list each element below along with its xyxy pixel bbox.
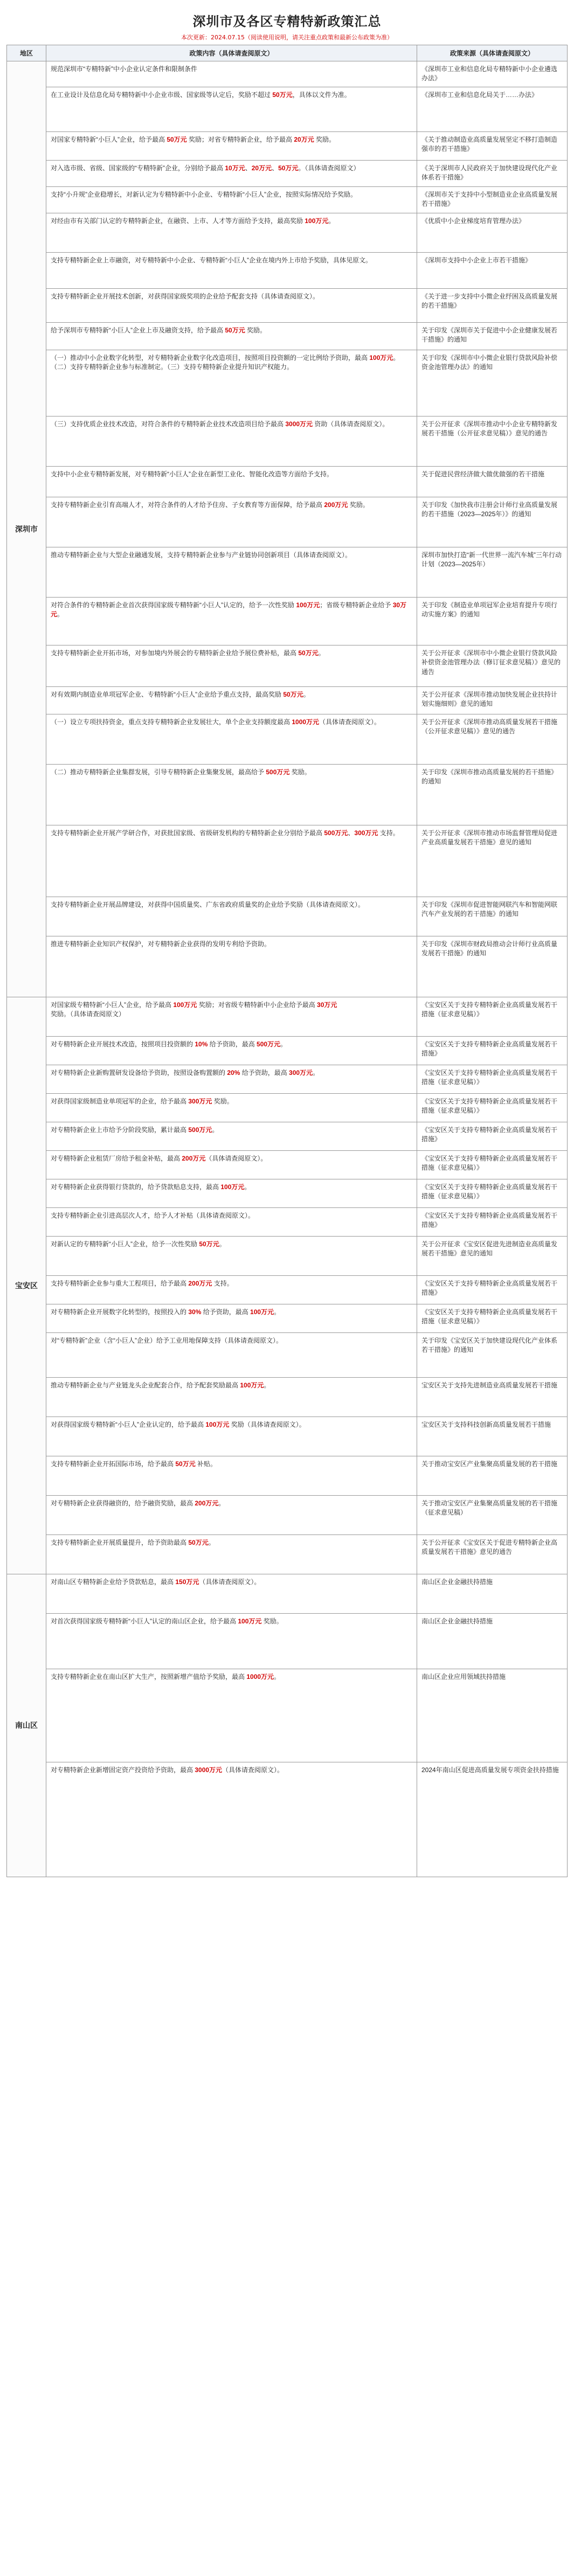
table-row	[7, 213, 568, 252]
amount-highlight: 300万元	[188, 1097, 212, 1105]
policy-content-cell: 支持专精特新企业参与重大工程项目，给予最高 200万元 支持。	[46, 1275, 417, 1304]
amount-highlight: 10%	[195, 1040, 208, 1048]
amount-highlight: 30万元	[317, 1001, 337, 1009]
policy-source-cell: 南山区企业金融扶持措施	[417, 1613, 568, 1669]
table-row	[7, 416, 568, 466]
policy-source-cell: 关于公开征求《深圳市推动市场监督管理局促进产业高质量发展若干措施》意见的通知	[417, 825, 568, 897]
amount-highlight: 100万元	[205, 1420, 230, 1428]
amount-highlight: 500万元	[266, 768, 290, 776]
policy-content-cell: 对南山区专精特新企业给予贷款贴息，最高 150万元（具体请查阅原文）。	[46, 1574, 417, 1613]
amount-highlight: 300万元	[289, 1068, 313, 1077]
table-row	[7, 1304, 568, 1332]
policy-source-cell: 关于公开征求《深圳市推动中小企业专精特新发展若干措施（公开征求意见稿）》意见的通告	[417, 416, 568, 466]
policy-content-cell: 支持专精特新企业在南山区扩大生产，按照新增产值给予奖励，最高 1000万元。	[46, 1669, 417, 1762]
amount-highlight: 50万元	[225, 326, 245, 334]
table-row	[7, 288, 568, 322]
table-row	[7, 160, 568, 186]
amount-highlight: 150万元	[175, 1578, 199, 1586]
table-header-row	[7, 45, 568, 61]
table-row	[7, 1762, 568, 1877]
table-row	[7, 764, 568, 825]
amount-highlight: 30万元	[51, 601, 407, 619]
policy-content-cell: （三）支持优质企业技术改造，对符合条件的专精特新企业技术改造项目给予最高 3000万元 资助（具体请查阅原文）。	[46, 416, 417, 466]
amount-highlight: 50万元	[199, 1240, 219, 1248]
policy-content-cell: 对国家专精特新“小巨人”企业，给予最高 50万元 奖励；对省专精特新企业，给予最高 20万元 奖励。	[46, 131, 417, 160]
amount-highlight: 500万元	[324, 829, 348, 837]
policy-content-cell: 支持专精特新企业开展产学研合作，对获批国家级、省级研发机构的专精特新企业分别给予最高 500万元、300万元 支持。	[46, 825, 417, 897]
policy-content-cell: 对新认定的专精特新“小巨人”企业，给予一次性奖励 50万元。	[46, 1236, 417, 1275]
table-row	[7, 252, 568, 288]
policy-content-cell: 对专精特新企业获得融资的，给予融资奖励，最高 200万元。	[46, 1495, 417, 1535]
policy-content-cell: 支持专精特新企业开展技术创新，对获得国家级奖项的企业给予配套支持（具体请查阅原文）。	[46, 288, 417, 322]
policy-content-cell: 对入选市级、省级、国家级的“专精特新”企业，分别给予最高 10万元、20万元、50万元。（具体请查阅原文）	[46, 160, 417, 186]
amount-highlight: 200万元	[195, 1499, 219, 1507]
amount-highlight: 50万元	[298, 649, 319, 657]
policy-source-cell: 《宝安区关于支持专精特新企业高质量发展若干措施》	[417, 1207, 568, 1236]
table-row	[7, 1535, 568, 1574]
policy-content-cell: 支持专精特新企业开拓国际市场，给予最高 50万元 补贴。	[46, 1456, 417, 1495]
policy-source-cell: 《宝安区关于支持专精特新企业高质量发展若干措施（征求意见稿）》	[417, 1065, 568, 1093]
table-row	[7, 1065, 568, 1093]
amount-highlight: 500万元	[257, 1040, 281, 1048]
area-cell: 宝安区	[7, 997, 46, 1574]
table-row	[7, 645, 568, 686]
policy-source-cell: 关于推动宝安区产业集聚高质量发展的若干措施	[417, 1456, 568, 1495]
policy-source-cell: 《宝安区关于支持专精特新企业高质量发展若干措施（征求意见稿）》	[417, 1150, 568, 1179]
policy-source-cell: 《宝安区关于支持专精特新企业高质量发展若干措施（征求意见稿）》	[417, 1093, 568, 1122]
amount-highlight: 50万元	[283, 690, 303, 698]
policy-content-cell: 推动专精特新企业与产业链龙头企业配套合作，给予配套奖励最高 100万元。	[46, 1377, 417, 1417]
policy-content-cell: 支持专精特新企业开拓市场，对参加境内外展会的专精特新企业给予展位费补贴，最高 50万元。	[46, 645, 417, 686]
amount-highlight: 50万元	[278, 164, 299, 172]
table-row	[7, 1574, 568, 1613]
table-row	[7, 1275, 568, 1304]
policy-source-cell: 关于印发《深圳市推动高质量发展的若干措施》的通知	[417, 764, 568, 825]
policy-source-cell: 深圳市加快打造“新一代世界一流汽车城”三年行动计划（2023—2025年）	[417, 547, 568, 597]
table-row	[7, 497, 568, 547]
table-row	[7, 825, 568, 897]
policy-content-cell: 支持专精特新企业引育高端人才，对符合条件的人才给予住房、子女教育等方面保障，给予最高 200万元 奖励。	[46, 497, 417, 547]
policy-content-cell: 在工业设计及信息化局专精特新中小企业市级、国家级等认定后，奖励不超过 50万元，具体以文件为准。	[46, 87, 417, 131]
policy-source-cell: 关于印发《深圳市中小微企业银行贷款风险补偿资金池管理办法》的通知	[417, 350, 568, 416]
table-row	[7, 1456, 568, 1495]
column-header-content: 政策内容（具体请查阅原文）	[46, 45, 417, 61]
table-row	[7, 87, 568, 131]
table-row	[7, 1417, 568, 1456]
table-row	[7, 1669, 568, 1762]
amount-highlight: 1000万元	[292, 718, 320, 726]
policy-content-cell: 对专精特新企业租赁厂房给予租金补贴，最高 200万元（具体请查阅原文）。	[46, 1150, 417, 1179]
policy-source-cell: 《宝安区关于支持专精特新企业高质量发展若干措施》	[417, 1122, 568, 1150]
policy-content-cell: 对“专精特新”企业（含“小巨人”企业）给予工业用地保障支持（具体请查阅原文）。	[46, 1332, 417, 1377]
table-row	[7, 1207, 568, 1236]
area-cell: 深圳市	[7, 61, 46, 997]
policy-content-cell: （一）推动中小企业数字化转型，对专精特新企业数字化改造项目，按照项目投资额的一定比例给予资助，最高 100万元。（二）支持专精特新企业参与标准制定。（三）支持专精特新企业提升知识产权能力。	[46, 350, 417, 416]
policy-source-cell: 关于印发《深圳市关于促进中小企业健康发展若干措施》的通知	[417, 322, 568, 350]
amount-highlight: 50万元	[175, 1460, 196, 1468]
policy-source-cell: 关于印发《加快我市注册会计师行业高质量发展的若干措施（2023—2025年）》的通知	[417, 497, 568, 547]
policy-source-cell: 《深圳市工业和信息化局关于……办法》	[417, 87, 568, 131]
amount-highlight: 100万元	[238, 1617, 262, 1625]
table-body	[7, 61, 568, 1877]
amount-highlight: 300万元	[354, 829, 378, 837]
amount-highlight: 100万元	[369, 353, 393, 362]
update-note: 本次更新：2024.07.15（阅读使用说明，请关注重点政策和最新公布政策为准）	[181, 34, 393, 41]
page-title: 深圳市及各区专精特新政策汇总	[192, 15, 382, 29]
amount-highlight: 100万元	[250, 1308, 274, 1316]
amount-highlight: 20%	[227, 1068, 240, 1077]
table-row	[7, 997, 568, 1036]
policy-content-cell: 支持“小升规”企业稳增长，对新认定为专精特新中小企业、专精特新“小巨人”企业，按照实际情况给予奖励。	[46, 186, 417, 213]
amount-highlight: 100万元	[173, 1001, 197, 1009]
policy-content-cell: （二）推动专精特新企业集群发展，引导专精特新企业集聚发展，最高给予 500万元 奖励。	[46, 764, 417, 825]
policy-source-cell: 《关于深圳市人民政府关于加快建设现代化产业体系若干措施》	[417, 160, 568, 186]
amount-highlight: 10万元	[225, 164, 245, 172]
policy-content-cell: 支持中小企业专精特新发展，对专精特新“小巨人”企业在新型工业化、智能化改造等方面给予支持。	[46, 466, 417, 497]
policy-content-cell: 推动专精特新企业与大型企业融通发展，支持专精特新企业参与产业链协同创新项目（具体请查阅原文）。	[46, 547, 417, 597]
policy-content-cell: （一）设立专项扶持资金，重点支持专精特新企业发展壮大，单个企业支持额度最高 1000万元（具体请查阅原文）。	[46, 714, 417, 764]
policy-content-cell: 对专精特新企业上市给予分阶段奖励，累计最高 500万元。	[46, 1122, 417, 1150]
amount-highlight: 50万元	[188, 1538, 209, 1546]
policy-source-cell: 《宝安区关于支持专精特新企业高质量发展若干措施（征求意见稿）》	[417, 1304, 568, 1332]
table-row	[7, 897, 568, 936]
policy-source-cell: 关于公开征求《深圳市推动加快发展企业扶持计划实施细则》意见的通知	[417, 686, 568, 714]
policy-content-cell: 支持专精特新企业开展品牌建设，对获得中国质量奖、广东省政府质量奖的企业给予奖励（具体请查阅原文）。	[46, 897, 417, 936]
policy-content-cell: 对专精特新企业获得银行贷款的，给予贷款贴息支持，最高 100万元。	[46, 1179, 417, 1207]
table-row	[7, 1613, 568, 1669]
amount-highlight: 100万元	[220, 1183, 245, 1191]
policy-content-cell: 对专精特新企业新购置研发设备给予资助，按照设备购置额的 20% 给予资助，最高 300万元。	[46, 1065, 417, 1093]
policy-content-cell: 对专精特新企业开展数字化转型的，按照投入的 30% 给予资助，最高 100万元。	[46, 1304, 417, 1332]
table-row	[7, 714, 568, 764]
policy-source-cell: 《宝安区关于支持专精特新企业高质量发展若干措施》	[417, 1275, 568, 1304]
policy-content-cell: 对符合条件的专精特新企业首次获得国家级专精特新“小巨人”认定的，给予一次性奖励 100万元；省级专精特新企业给予 30万元。	[46, 597, 417, 645]
amount-highlight: 200万元	[182, 1154, 206, 1162]
policy-source-cell: 关于公开征求《宝安区促进先进制造业高质量发展若干措施》意见的通知	[417, 1236, 568, 1275]
policy-source-cell: 《深圳市工业和信息化局专精特新中小企业遴选办法》	[417, 61, 568, 87]
policy-source-cell: 关于促进民营经济做大做优做强的若干措施	[417, 466, 568, 497]
amount-highlight: 3000万元	[285, 420, 313, 428]
policy-source-cell: 《深圳市支持中小企业上市若干措施》	[417, 252, 568, 288]
table-row	[7, 686, 568, 714]
table-row	[7, 1332, 568, 1377]
policy-content-cell: 支持专精特新企业引进高层次人才，给予人才补贴（具体请查阅原文）。	[46, 1207, 417, 1236]
amount-highlight: 50万元	[272, 91, 293, 99]
policy-source-cell: 《关于推动制造业高质量发展坚定不移打造制造强市的若干措施》	[417, 131, 568, 160]
table-row	[7, 1036, 568, 1065]
amount-highlight: 20万元	[294, 135, 314, 143]
table-row	[7, 61, 568, 87]
table-row	[7, 936, 568, 997]
amount-highlight: 1000万元	[246, 1672, 274, 1681]
amount-highlight: 100万元	[296, 601, 320, 609]
policy-source-cell: 《深圳市关于支持中小型制造业企业高质量发展若干措施》	[417, 186, 568, 213]
policy-source-cell: 关于公开征求《宝安区关于促进专精特新企业高质量发展若干措施》意见的通告	[417, 1535, 568, 1574]
policy-content-cell: 给予深圳市专精特新“小巨人”企业上市及融资支持，给予最高 50万元 奖励。	[46, 322, 417, 350]
policy-source-cell: 《宝安区关于支持专精特新企业高质量发展若干措施（征求意见稿）》	[417, 997, 568, 1036]
amount-highlight: 50万元	[167, 135, 187, 143]
policy-source-cell: 2024年南山区促进高质量发展专项资金扶持措施	[417, 1762, 568, 1877]
policy-source-cell: 关于推动宝安区产业集聚高质量发展的若干措施（征求意见稿）	[417, 1495, 568, 1535]
area-cell: 南山区	[7, 1574, 46, 1877]
policy-content-cell: 对首次获得国家级专精特新“小巨人”认定的南山区企业，给予最高 100万元 奖励。	[46, 1613, 417, 1669]
column-header-area: 地区	[7, 45, 46, 61]
table-row	[7, 466, 568, 497]
policy-content-cell: 对国家级专精特新“小巨人”企业，给予最高 100万元 奖励；对省级专精特新中小企业给予最高 30万元 奖励。（具体请查阅原文）	[46, 997, 417, 1036]
policy-source-cell: 宝安区关于支持科技创新高质量发展若干措施	[417, 1417, 568, 1456]
policy-content-cell: 支持专精特新企业上市融资，对专精特新中小企业、专精特新“小巨人”企业在境内外上市给予奖励，具体见原文。	[46, 252, 417, 288]
policy-content-cell: 对有效期内制造业单项冠军企业、专精特新“小巨人”企业给予重点支持，最高奖励 50万元。	[46, 686, 417, 714]
column-header-source: 政策来源（具体请查阅原文）	[417, 45, 568, 61]
policy-source-cell: 《关于进一步支持中小微企业纾困及高质量发展的若干措施》	[417, 288, 568, 322]
policy-source-cell: 《优质中小企业梯度培育管理办法》	[417, 213, 568, 252]
policy-source-cell: 关于公开征求《深圳市中小微企业银行贷款风险补偿资金池管理办法（修订征求意见稿）》意见的通告	[417, 645, 568, 686]
table-row	[7, 597, 568, 645]
policy-source-cell: 关于印发《深圳市财政局推动会计师行业高质量发展若干措施》的通知	[417, 936, 568, 997]
policy-content-cell: 规范深圳市“专精特新”中小企业认定条件和限制条件	[46, 61, 417, 87]
amount-highlight: 100万元	[305, 217, 329, 225]
table-row	[7, 322, 568, 350]
policy-source-cell: 宝安区关于支持先进制造业高质量发展若干措施	[417, 1377, 568, 1417]
policy-content-cell: 对专精特新企业开展技术改造，按照项目投资额的 10% 给予资助，最高 500万元。	[46, 1036, 417, 1065]
table-row	[7, 350, 568, 416]
policy-content-cell: 对获得国家级专精特新“小巨人”企业认定的，给予最高 100万元 奖励（具体请查阅原文）。	[46, 1417, 417, 1456]
table-row	[7, 547, 568, 597]
policy-content-cell: 推进专精特新企业知识产权保护，对专精特新企业获得的发明专利给予资助。	[46, 936, 417, 997]
policy-source-cell: 《宝安区关于支持专精特新企业高质量发展若干措施》	[417, 1036, 568, 1065]
policy-content-cell: 对专精特新企业新增固定资产投资给予资助，最高 3000万元（具体请查阅原文）。	[46, 1762, 417, 1877]
table-row	[7, 1495, 568, 1535]
amount-highlight: 200万元	[188, 1279, 212, 1287]
policy-source-cell: 关于印发《制造业单项冠军企业培育提升专项行动实施方案》的通知	[417, 597, 568, 645]
table-row	[7, 186, 568, 213]
policy-source-cell: 关于公开征求《深圳市推动高质量发展若干措施（公开征求意见稿）》意见的通告	[417, 714, 568, 764]
policy-source-cell: 关于印发《深圳市促进智能网联汽车和智能网联汽车产业发展的若干措施》的通知	[417, 897, 568, 936]
table-row	[7, 1236, 568, 1275]
amount-highlight: 30%	[188, 1308, 202, 1316]
policy-source-cell: 关于印发《宝安区关于加快建设现代化产业体系若干措施》的通知	[417, 1332, 568, 1377]
policy-content-cell: 对获得国家级制造业单项冠军的企业，给予最高 300万元 奖励。	[46, 1093, 417, 1122]
table-row	[7, 1179, 568, 1207]
amount-highlight: 500万元	[188, 1126, 212, 1134]
policy-table	[6, 45, 568, 1877]
amount-highlight: 200万元	[324, 501, 348, 509]
amount-highlight: 20万元	[251, 164, 272, 172]
table-row	[7, 1122, 568, 1150]
policy-content-cell: 支持专精特新企业开展质量提升，给予资助最高 50万元。	[46, 1535, 417, 1574]
policy-source-cell: 南山区企业应用领域扶持措施	[417, 1669, 568, 1762]
table-row	[7, 1093, 568, 1122]
policy-source-cell: 《宝安区关于支持专精特新企业高质量发展若干措施（征求意见稿）》	[417, 1179, 568, 1207]
table-row	[7, 1377, 568, 1417]
table-row	[7, 1150, 568, 1179]
policy-content-cell: 对经由市有关部门认定的专精特新企业，在融资、上市、人才等方面给予支持，最高奖励 100万元。	[46, 213, 417, 252]
amount-highlight: 100万元	[240, 1381, 264, 1389]
amount-highlight: 3000万元	[195, 1766, 223, 1774]
policy-source-cell: 南山区企业金融扶持措施	[417, 1574, 568, 1613]
table-row	[7, 131, 568, 160]
